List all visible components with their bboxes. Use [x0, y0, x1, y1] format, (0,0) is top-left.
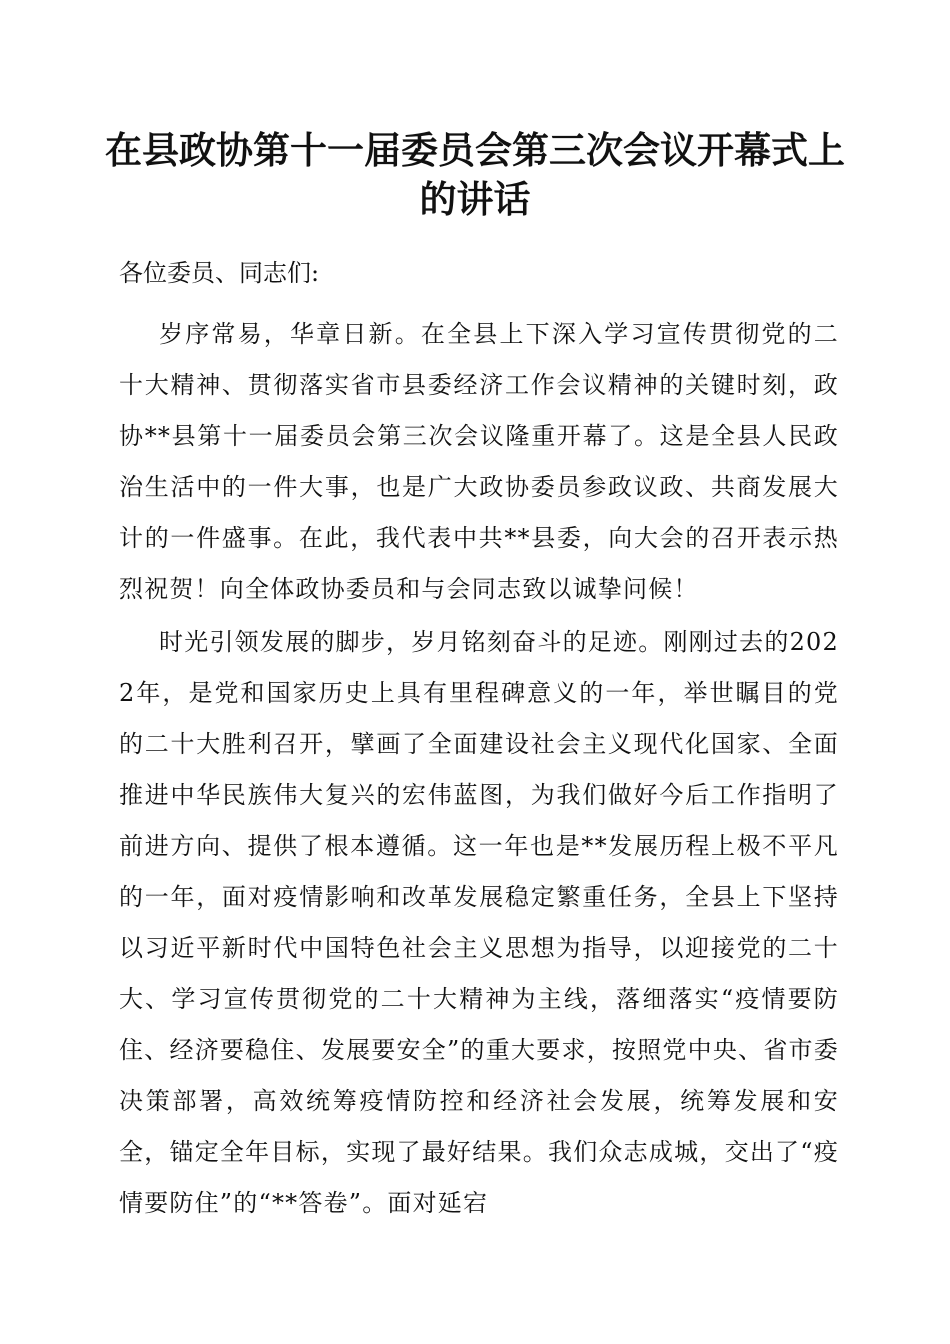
- body-paragraph-2: 时光引领发展的脚步，岁月铭刻奋斗的足迹。刚刚过去的2022年，是党和国家历史上具有里程碑意义的一年，举世瞩目的党的二十大胜利召开，擘画了全面建设社会主义现代化国家、全面推进中华民族伟大复兴的宏伟蓝图，为我们做好今后工作指明了前进方向、提供了根本遵循。这一年也是**发展历程上极不平凡的一年，面对疫情影响和改革发展稳定繁重任务，全县上下坚持以习近平新时代中国特色社会主义思想为指导，以迎接党的二十大、学习宣传贯彻党的二十大精神为主线，落细落实“疫情要防住、经济要稳住、发展要安全”的重大要求，按照党中央、省市委决策部署，高效统筹疫情防控和经济社会发展，统筹发展和安全，锚定全年目标，实现了最好结果。我们众志成城，交出了“疫情要防住”的“**答卷”。面对延宕: [119, 628, 839, 1217]
- document-title-line-2: 的讲话: [419, 177, 531, 221]
- body-paragraph-1: 岁序常易，华章日新。在全县上下深入学习宣传贯彻党的二十大精神、贯彻落实省市县委经济工作会议精神的关键时刻，政协**县第十一届委员会第三次会议隆重开幕了。这是全县人民政治生活中的一件大事，也是广大政协委员参政议政、共商发展大计的一件盛事。在此，我代表中共**县委，向大会的召开表示热烈祝贺！向全体政协委员和与会同志致以诚挚问候！: [119, 320, 839, 603]
- document-title-line-1: 在县政协第十一届委员会第三次会议开幕式上: [105, 128, 845, 172]
- salutation: 各位委员、同志们:: [119, 259, 320, 287]
